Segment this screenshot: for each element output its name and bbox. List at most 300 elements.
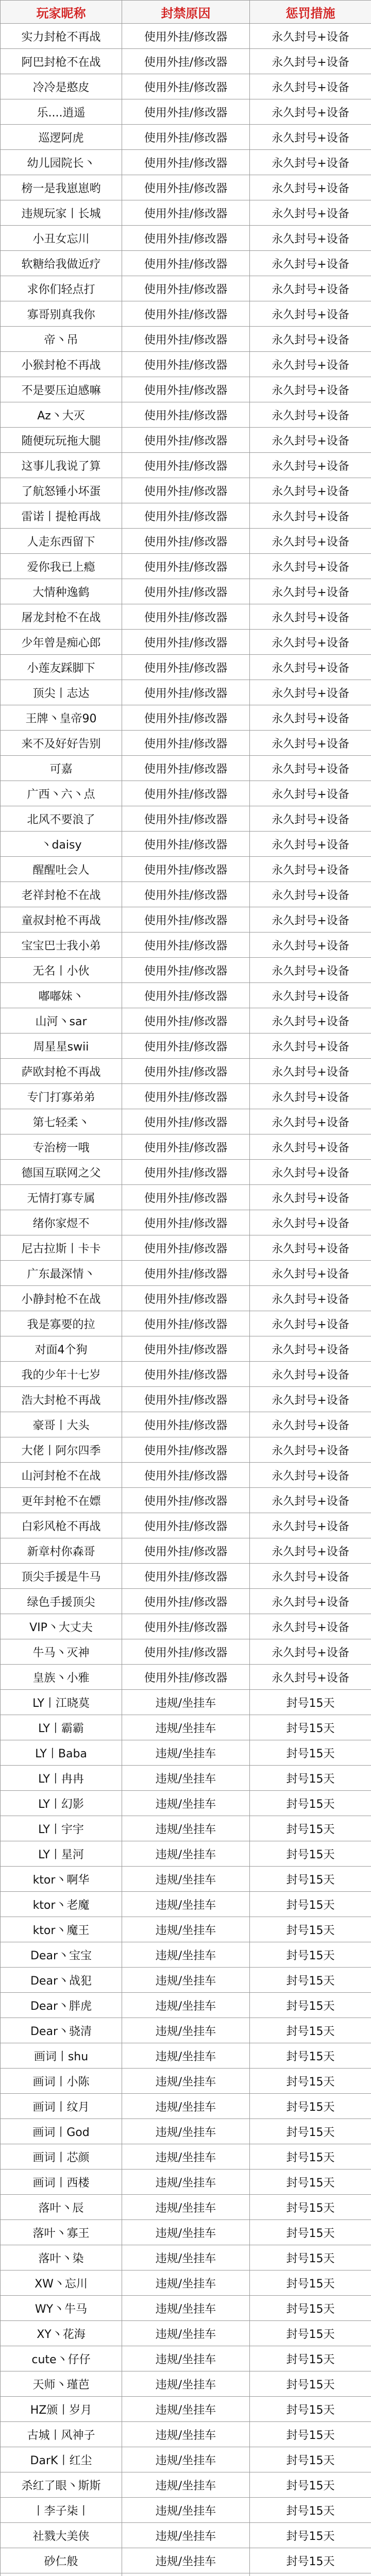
ban-reason-cell: 违规/坐挂车: [122, 2397, 250, 2422]
ban-reason-cell: 使用外挂/修改器: [122, 402, 250, 428]
player-name-cell: 大佬丨阿尔四季: [1, 1437, 122, 1463]
ban-reason-cell: 使用外挂/修改器: [122, 1488, 250, 1513]
table-row: [1, 1311, 371, 1336]
table-row: [1, 503, 371, 529]
ban-reason-cell: 使用外挂/修改器: [122, 1538, 250, 1564]
ban-reason-cell: 使用外挂/修改器: [122, 933, 250, 958]
table-row: [1, 1993, 371, 2018]
ban-reason-cell: 使用外挂/修改器: [122, 478, 250, 503]
table-row: [1, 377, 371, 402]
penalty-cell: 封号15天: [250, 1993, 371, 2018]
table-row: [1, 251, 371, 276]
penalty-cell: 永久封号+设备: [250, 857, 371, 882]
player-name-cell: HZ颁丨岁月: [1, 2397, 122, 2422]
penalty-cell: 封号15天: [250, 2371, 371, 2397]
ban-reason-cell: 使用外挂/修改器: [122, 1008, 250, 1033]
penalty-cell: 封号15天: [250, 2220, 371, 2245]
ban-reason-cell: 使用外挂/修改器: [122, 200, 250, 226]
ban-reason-cell: 使用外挂/修改器: [122, 251, 250, 276]
ban-reason-cell: 违规/坐挂车: [122, 2144, 250, 2170]
penalty-cell: 永久封号+设备: [250, 428, 371, 453]
player-name-cell: DarK丨红尘: [1, 2447, 122, 2472]
player-name-cell: 随便玩玩拖大腿: [1, 428, 122, 453]
table-row: [1, 352, 371, 377]
ban-reason-cell: 使用外挂/修改器: [122, 1033, 250, 1059]
player-name-cell: 皇族丶小雅: [1, 1665, 122, 1690]
ban-reason-cell: 违规/坐挂车: [122, 2170, 250, 2195]
table-row: [1, 453, 371, 478]
table-row: [1, 1614, 371, 1639]
ban-reason-cell: 违规/坐挂车: [122, 1740, 250, 1766]
table-row: [1, 1463, 371, 1488]
table-row: [1, 705, 371, 731]
table-row: [1, 579, 371, 604]
player-name-cell: LY丨星河: [1, 1841, 122, 1867]
table-row: [1, 958, 371, 983]
ban-reason-cell: 使用外挂/修改器: [122, 327, 250, 352]
ban-reason-cell: 使用外挂/修改器: [122, 857, 250, 882]
player-name-cell: 画词丨纹月: [1, 2094, 122, 2119]
table-row: [1, 2548, 371, 2573]
table-row: [1, 1639, 371, 1665]
player-name-cell: 嘟嘟妹丶: [1, 983, 122, 1008]
player-name-cell: 老祥封枪不在战: [1, 882, 122, 907]
table-row: [1, 781, 371, 806]
ban-reason-cell: 违规/坐挂车: [122, 2270, 250, 2296]
ban-reason-cell: 使用外挂/修改器: [122, 1084, 250, 1109]
penalty-cell: 永久封号+设备: [250, 1261, 371, 1286]
penalty-cell: 封号15天: [250, 1766, 371, 1791]
ban-reason-cell: 使用外挂/修改器: [122, 1589, 250, 1614]
penalty-cell: 永久封号+设备: [250, 503, 371, 529]
penalty-cell: 封号15天: [250, 2144, 371, 2170]
ban-reason-cell: 使用外挂/修改器: [122, 1210, 250, 1235]
table-row: [1, 2498, 371, 2523]
penalty-cell: 封号15天: [250, 1942, 371, 1968]
ban-reason-cell: 使用外挂/修改器: [122, 1059, 250, 1084]
table-row: [1, 276, 371, 301]
table-row: [1, 1867, 371, 1892]
player-name-cell: 这事儿我说了算: [1, 453, 122, 478]
table-row: [1, 1362, 371, 1387]
table-row: [1, 2069, 371, 2094]
penalty-cell: 永久封号+设备: [250, 1235, 371, 1261]
penalty-cell: 永久封号+设备: [250, 24, 371, 49]
player-name-cell: 大情种逸鹤: [1, 579, 122, 604]
ban-reason-cell: 使用外挂/修改器: [122, 175, 250, 200]
player-name-cell: XY丶花海: [1, 2321, 122, 2346]
player-name-cell: 专治榜一哦: [1, 1134, 122, 1160]
table-row: [1, 630, 371, 655]
player-name-cell: LY丨幻影: [1, 1791, 122, 1816]
table-row: [1, 1942, 371, 1968]
penalty-cell: 永久封号+设备: [250, 1488, 371, 1513]
player-name-cell: 丶daisy: [1, 832, 122, 857]
player-name-cell: 对面4个狗: [1, 1336, 122, 1362]
penalty-cell: 永久封号+设备: [250, 1033, 371, 1059]
table-row: [1, 2397, 371, 2422]
player-name-cell: 冷冷是憨皮: [1, 74, 122, 99]
player-name-cell: 第七轻柔丶: [1, 1109, 122, 1134]
table-row: [1, 1235, 371, 1261]
player-name-cell: 屠龙封枪不在战: [1, 604, 122, 630]
table-row: [1, 428, 371, 453]
table-row: [1, 933, 371, 958]
table-row: [1, 2447, 371, 2472]
player-name-cell: Dear丶骁清: [1, 2018, 122, 2043]
player-name-cell: 可嘉: [1, 756, 122, 781]
player-name-cell: Dear丶宝宝: [1, 1942, 122, 1968]
penalty-cell: 永久封号+设备: [250, 276, 371, 301]
penalty-cell: 永久封号+设备: [250, 1589, 371, 1614]
table-row: [1, 1134, 371, 1160]
ban-reason-cell: 违规/坐挂车: [122, 2069, 250, 2094]
ban-reason-cell: 违规/坐挂车: [122, 2245, 250, 2270]
player-name-cell: 小莲友踩脚下: [1, 655, 122, 680]
table-row: [1, 1059, 371, 1084]
table-row: [1, 402, 371, 428]
table-row: [1, 1715, 371, 1740]
ban-reason-cell: 使用外挂/修改器: [122, 428, 250, 453]
ban-reason-cell: 使用外挂/修改器: [122, 1614, 250, 1639]
penalty-cell: 封号15天: [250, 1791, 371, 1816]
player-name-cell: WY丶牛马: [1, 2296, 122, 2321]
penalty-cell: 永久封号+设备: [250, 554, 371, 579]
penalty-cell: 封号15天: [250, 1740, 371, 1766]
penalty-cell: 永久封号+设备: [250, 630, 371, 655]
player-name-cell: 王牌丶皇帝90: [1, 705, 122, 731]
player-name-cell: ktor丶魔王: [1, 1917, 122, 1942]
player-name-cell: 广东最深情丶: [1, 1261, 122, 1286]
ban-reason-cell: 违规/坐挂车: [122, 1690, 250, 1715]
player-name-cell: VIP丶大丈夫: [1, 1614, 122, 1639]
ban-reason-cell: 违规/坐挂车: [122, 1766, 250, 1791]
penalty-cell: 封号15天: [250, 2548, 371, 2573]
ban-reason-cell: 使用外挂/修改器: [122, 125, 250, 150]
player-name-cell: 无情打寡专属: [1, 1185, 122, 1210]
player-name-cell: 更年封枪不在嫖: [1, 1488, 122, 1513]
ban-reason-cell: 违规/坐挂车: [122, 2195, 250, 2220]
ban-reason-cell: 违规/坐挂车: [122, 1867, 250, 1892]
table-row: [1, 49, 371, 74]
player-name-cell: Dear丶战犯: [1, 1968, 122, 1993]
player-name-cell: 杀红了眼丶斯斯: [1, 2472, 122, 2498]
penalty-cell: 永久封号+设备: [250, 806, 371, 832]
ban-reason-cell: 使用外挂/修改器: [122, 705, 250, 731]
table-row: [1, 1336, 371, 1362]
player-name-cell: 巡逻阿虎: [1, 125, 122, 150]
penalty-cell: 永久封号+设备: [250, 1134, 371, 1160]
ban-reason-cell: 使用外挂/修改器: [122, 630, 250, 655]
penalty-cell: 永久封号+设备: [250, 402, 371, 428]
table-row: [1, 2523, 371, 2548]
table-row: [1, 604, 371, 630]
table-row: [1, 1387, 371, 1412]
table-row: [1, 1968, 371, 1993]
player-name-cell: 丨李子柒丨: [1, 2498, 122, 2523]
penalty-cell: 封号15天: [250, 2321, 371, 2346]
ban-reason-cell: 使用外挂/修改器: [122, 1564, 250, 1589]
ban-reason-cell: 违规/坐挂车: [122, 2220, 250, 2245]
ban-reason-cell: 违规/坐挂车: [122, 2119, 250, 2144]
penalty-cell: 永久封号+设备: [250, 1463, 371, 1488]
penalty-cell: 永久封号+设备: [250, 1665, 371, 1690]
player-name-cell: 绪你家煜不: [1, 1210, 122, 1235]
ban-reason-cell: 使用外挂/修改器: [122, 983, 250, 1008]
penalty-cell: 永久封号+设备: [250, 453, 371, 478]
penalty-cell: 永久封号+设备: [250, 1639, 371, 1665]
penalty-cell: 永久封号+设备: [250, 1513, 371, 1538]
penalty-cell: 永久封号+设备: [250, 1109, 371, 1134]
table-row: [1, 99, 371, 125]
table-row: [1, 1033, 371, 1059]
penalty-cell: 封号15天: [250, 2296, 371, 2321]
penalty-cell: 永久封号+设备: [250, 125, 371, 150]
header-row: [1, 1, 371, 24]
player-name-cell: 小静封枪不在战: [1, 1286, 122, 1311]
player-name-cell: 天师丶瑾芭: [1, 2371, 122, 2397]
player-name-cell: 山河封枪不在战: [1, 1463, 122, 1488]
ban-reason-cell: 违规/坐挂车: [122, 1993, 250, 2018]
table-row: [1, 2321, 371, 2346]
penalty-cell: 永久封号+设备: [250, 882, 371, 907]
ban-reason-cell: 使用外挂/修改器: [122, 377, 250, 402]
penalty-cell: 封号15天: [250, 2043, 371, 2069]
penalty-cell: 永久封号+设备: [250, 1286, 371, 1311]
table-row: [1, 2346, 371, 2371]
penalty-cell: 永久封号+设备: [250, 377, 371, 402]
player-name-cell: [1, 2573, 122, 2576]
penalty-cell: 永久封号+设备: [250, 150, 371, 175]
ban-reason-cell: 使用外挂/修改器: [122, 24, 250, 49]
penalty-cell: 永久封号+设备: [250, 1059, 371, 1084]
penalty-cell: 永久封号+设备: [250, 655, 371, 680]
ban-reason-cell: 使用外挂/修改器: [122, 1109, 250, 1134]
player-name-cell: 德国互联网之父: [1, 1160, 122, 1185]
ban-reason-cell: 使用外挂/修改器: [122, 1387, 250, 1412]
table-row: [1, 1564, 371, 1589]
penalty-cell: 永久封号+设备: [250, 478, 371, 503]
table-row: [1, 756, 371, 781]
player-name-cell: 周星星swii: [1, 1033, 122, 1059]
ban-reason-cell: 使用外挂/修改器: [122, 1160, 250, 1185]
table-row: [1, 74, 371, 99]
penalty-cell: 永久封号+设备: [250, 1362, 371, 1387]
player-name-cell: 白彩风枪不再战: [1, 1513, 122, 1538]
table-row: [1, 1766, 371, 1791]
penalty-cell: 永久封号+设备: [250, 1160, 371, 1185]
penalty-cell: 永久封号+设备: [250, 1564, 371, 1589]
ban-reason-cell: 使用外挂/修改器: [122, 1286, 250, 1311]
player-name-cell: 求你们轻点打: [1, 276, 122, 301]
ban-reason-cell: 使用外挂/修改器: [122, 99, 250, 125]
penalty-cell: 永久封号+设备: [250, 907, 371, 933]
penalty-cell: 永久封号+设备: [250, 933, 371, 958]
ban-reason-cell: 使用外挂/修改器: [122, 806, 250, 832]
table-row: [1, 882, 371, 907]
penalty-cell: 封号15天: [250, 2270, 371, 2296]
penalty-cell: 封号15天: [250, 2523, 371, 2548]
ban-reason-cell: 违规/坐挂车: [122, 2296, 250, 2321]
penalty-cell: 永久封号+设备: [250, 756, 371, 781]
player-name-cell: 帝丶吊: [1, 327, 122, 352]
player-name-cell: 我的少年十七岁: [1, 1362, 122, 1387]
penalty-cell: 永久封号+设备: [250, 1336, 371, 1362]
table-row: [1, 24, 371, 49]
ban-reason-cell: 违规/坐挂车: [122, 2346, 250, 2371]
penalty-cell: 封号15天: [250, 1968, 371, 1993]
player-name-cell: 寡哥别真我你: [1, 301, 122, 327]
table-row: [1, 1538, 371, 1564]
ban-reason-cell: 使用外挂/修改器: [122, 756, 250, 781]
penalty-cell: 永久封号+设备: [250, 604, 371, 630]
ban-reason-cell: 使用外挂/修改器: [122, 907, 250, 933]
player-name-cell: 少年曾是痴心郎: [1, 630, 122, 655]
table-row: [1, 2043, 371, 2069]
header-ban-reason: 封禁原因: [122, 1, 250, 24]
ban-reason-cell: 使用外挂/修改器: [122, 579, 250, 604]
penalty-cell: 永久封号+设备: [250, 832, 371, 857]
table-row: [1, 1488, 371, 1513]
ban-reason-cell: 使用外挂/修改器: [122, 832, 250, 857]
table-row: [1, 2573, 371, 2576]
penalty-cell: 永久封号+设备: [250, 1008, 371, 1033]
ban-reason-cell: 使用外挂/修改器: [122, 352, 250, 377]
penalty-cell: 永久封号+设备: [250, 680, 371, 705]
ban-reason-cell: 使用外挂/修改器: [122, 301, 250, 327]
header-penalty: 惩罚措施: [250, 1, 371, 24]
penalty-cell: 永久封号+设备: [250, 74, 371, 99]
ban-reason-cell: 使用外挂/修改器: [122, 1134, 250, 1160]
table-row: [1, 1740, 371, 1766]
player-name-cell: 砂仁般: [1, 2548, 122, 2573]
penalty-cell: 永久封号+设备: [250, 1412, 371, 1437]
ban-reason-cell: [122, 2573, 250, 2576]
ban-reason-cell: 使用外挂/修改器: [122, 150, 250, 175]
penalty-cell: 封号15天: [250, 1715, 371, 1740]
player-name-cell: 豪哥丨大头: [1, 1412, 122, 1437]
table-row: [1, 1841, 371, 1867]
ban-reason-cell: 使用外挂/修改器: [122, 276, 250, 301]
penalty-cell: 封号15天: [250, 2498, 371, 2523]
player-name-cell: 北风不要浪了: [1, 806, 122, 832]
player-name-cell: 社戮大美侠: [1, 2523, 122, 2548]
table-row: [1, 983, 371, 1008]
table-row: [1, 1589, 371, 1614]
ban-reason-cell: 违规/坐挂车: [122, 2018, 250, 2043]
ban-reason-cell: 使用外挂/修改器: [122, 1362, 250, 1387]
table-row: [1, 150, 371, 175]
ban-reason-cell: 使用外挂/修改器: [122, 554, 250, 579]
ban-reason-cell: 使用外挂/修改器: [122, 1513, 250, 1538]
ban-reason-cell: 使用外挂/修改器: [122, 226, 250, 251]
table-row: [1, 554, 371, 579]
player-name-cell: 了航怒锤小坏蛋: [1, 478, 122, 503]
ban-reason-cell: 违规/坐挂车: [122, 2371, 250, 2397]
table-row: [1, 175, 371, 200]
table-row: [1, 2371, 371, 2397]
ban-reason-cell: 使用外挂/修改器: [122, 1639, 250, 1665]
ban-reason-cell: 使用外挂/修改器: [122, 604, 250, 630]
player-name-cell: 醒醒吐会人: [1, 857, 122, 882]
penalty-cell: 永久封号+设备: [250, 1084, 371, 1109]
ban-reason-cell: 使用外挂/修改器: [122, 1336, 250, 1362]
penalty-cell: 永久封号+设备: [250, 200, 371, 226]
ban-reason-cell: 违规/坐挂车: [122, 2472, 250, 2498]
penalty-cell: 封号15天: [250, 1867, 371, 1892]
ban-reason-cell: 违规/坐挂车: [122, 1791, 250, 1816]
table-row: [1, 680, 371, 705]
player-name-cell: 画词丨小陈: [1, 2069, 122, 2094]
player-name-cell: 雷诺丨提枪再战: [1, 503, 122, 529]
penalty-cell: 永久封号+设备: [250, 579, 371, 604]
table-row: [1, 2270, 371, 2296]
penalty-cell: 永久封号+设备: [250, 327, 371, 352]
player-name-cell: ktor丶老魔: [1, 1892, 122, 1917]
table-row: [1, 2296, 371, 2321]
ban-reason-cell: 违规/坐挂车: [122, 1715, 250, 1740]
player-name-cell: ktor丶啊华: [1, 1867, 122, 1892]
ban-reason-cell: 违规/坐挂车: [122, 2094, 250, 2119]
player-name-cell: LY丨冉冉: [1, 1766, 122, 1791]
player-name-cell: 小猴封枪不再战: [1, 352, 122, 377]
penalty-cell: 永久封号+设备: [250, 301, 371, 327]
penalty-cell: 封号15天: [250, 2397, 371, 2422]
player-name-cell: 画词丨西楼: [1, 2170, 122, 2195]
ban-reason-cell: 违规/坐挂车: [122, 1968, 250, 1993]
table-row: [1, 1286, 371, 1311]
table-row: [1, 731, 371, 756]
table-row: [1, 2245, 371, 2270]
table-row: [1, 907, 371, 933]
penalty-cell: 封号15天: [250, 2447, 371, 2472]
ban-reason-cell: 违规/坐挂车: [122, 2498, 250, 2523]
player-name-cell: LY丨宇宇: [1, 1816, 122, 1841]
penalty-cell: 封号15天: [250, 2018, 371, 2043]
penalty-cell: 封号15天: [250, 2245, 371, 2270]
player-name-cell: XW丶忘川: [1, 2270, 122, 2296]
table-row: [1, 806, 371, 832]
ban-reason-cell: 违规/坐挂车: [122, 2523, 250, 2548]
ban-list-body: [1, 24, 371, 2576]
ban-reason-cell: 使用外挂/修改器: [122, 1437, 250, 1463]
player-name-cell: cute丶仔仔: [1, 2346, 122, 2371]
penalty-cell: 永久封号+设备: [250, 175, 371, 200]
player-name-cell: 浩大封枪不再战: [1, 1387, 122, 1412]
ban-reason-cell: 违规/坐挂车: [122, 2043, 250, 2069]
penalty-cell: 永久封号+设备: [250, 1538, 371, 1564]
penalty-cell: 永久封号+设备: [250, 1614, 371, 1639]
ban-reason-cell: 使用外挂/修改器: [122, 1261, 250, 1286]
player-name-cell: 乐....逍遥: [1, 99, 122, 125]
ban-reason-cell: 使用外挂/修改器: [122, 781, 250, 806]
penalty-cell: 永久封号+设备: [250, 705, 371, 731]
table-row: [1, 2220, 371, 2245]
player-name-cell: 爱你我已上瘾: [1, 554, 122, 579]
penalty-cell: 永久封号+设备: [250, 529, 371, 554]
table-row: [1, 529, 371, 554]
table-row: [1, 1513, 371, 1538]
table-row: [1, 1665, 371, 1690]
player-name-cell: 顶尖手援是牛马: [1, 1564, 122, 1589]
player-name-cell: 童叔封枪不再战: [1, 907, 122, 933]
ban-reason-cell: 使用外挂/修改器: [122, 1311, 250, 1336]
table-row: [1, 2170, 371, 2195]
ban-reason-cell: 违规/坐挂车: [122, 1841, 250, 1867]
table-row: [1, 1412, 371, 1437]
player-name-cell: Dear丶胖虎: [1, 1993, 122, 2018]
penalty-cell: 永久封号+设备: [250, 99, 371, 125]
